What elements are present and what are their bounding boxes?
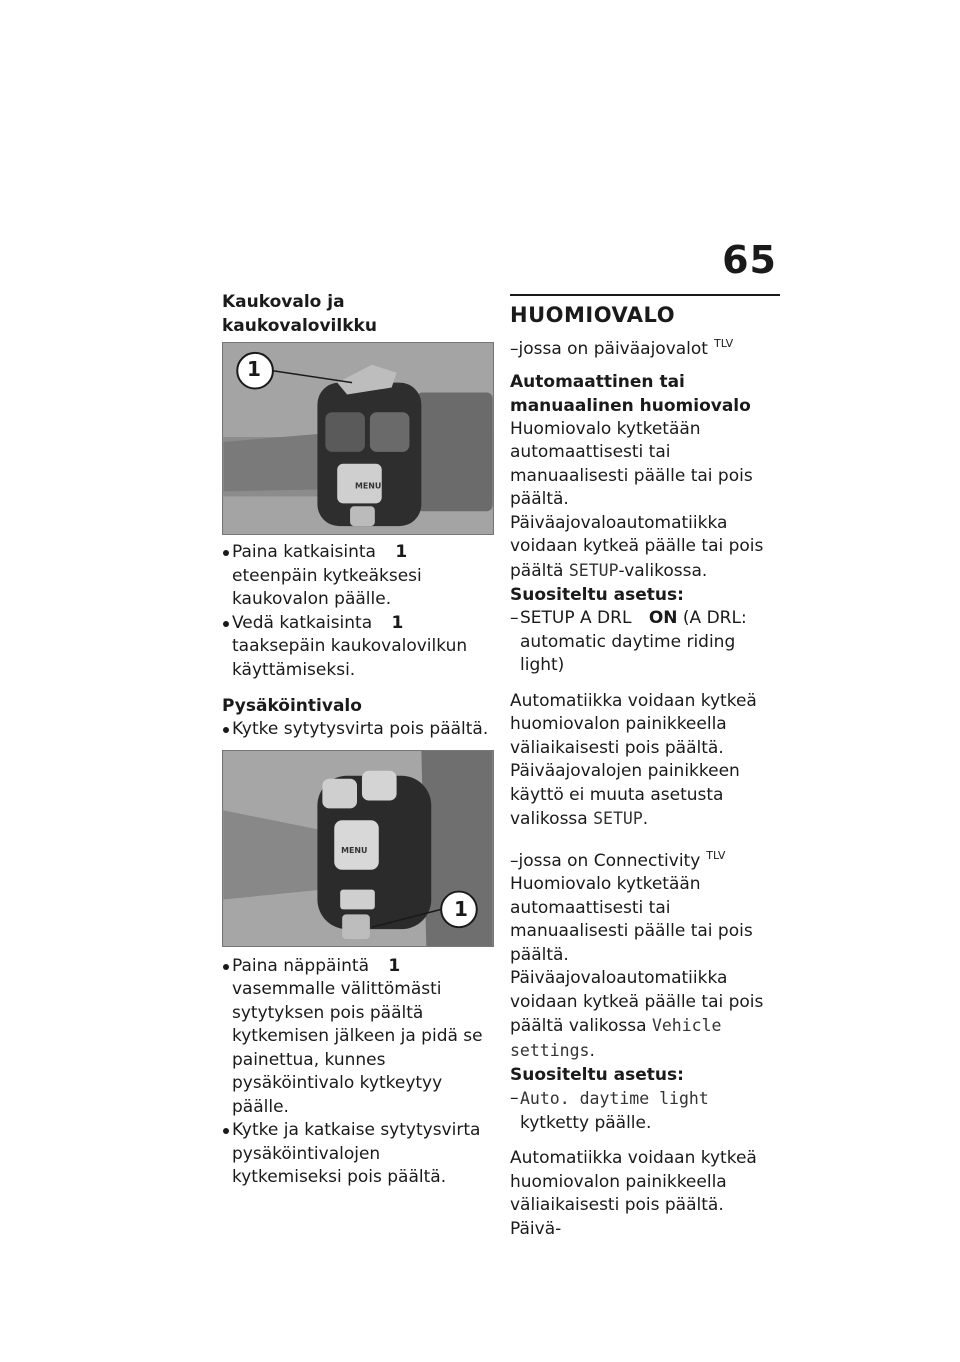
menu-label-2: MENU [341, 845, 368, 855]
heading-high-beam: Kaukovalo ja kaukovalovilkku [222, 292, 377, 336]
recommended-setting-2: – Auto. daytime light kytketty päälle. [510, 1088, 709, 1133]
left-column [222, 290, 494, 1190]
bullet-pull-switch: Vedä katkaisinta 1 taaksepäin kaukovalovilkun käyttämiseksi. [222, 612, 494, 683]
page-number: 65 [722, 238, 777, 282]
heading-parking-light: Pysäköintivalo [222, 696, 362, 716]
recommended-heading-2: Suositeltu asetus: [510, 1065, 684, 1085]
section-title: HUOMIOVALO [510, 303, 676, 327]
variant-connectivity: –jossa on Connectivity $^{TLV}$ [510, 848, 726, 871]
recommended-heading-1: Suositeltu asetus: [510, 585, 684, 605]
handlebar-switch-photo-2 [223, 751, 493, 946]
bullet-ignition-off: Kytke sytytysvirta pois päältä. [222, 718, 494, 742]
bullet-toggle-ignition: Kytke ja katkaise sytytysvirta pysäköintivalojen kytkemiseksi pois päältä. [222, 1119, 494, 1190]
photo-high-beam-switch [222, 342, 494, 535]
heading-auto-manual: Automaattinen tai manuaalinen huomiovalo [510, 371, 751, 416]
paragraph-conn-2: Päiväajovaloautomatiikka voidaan kytkeä päälle tai pois päältä valikossa Vehicle settings. [510, 968, 764, 1061]
handlebar-switch-photo-1 [223, 343, 493, 534]
section-rule [510, 294, 780, 296]
callout-number-1: 1 [247, 357, 261, 381]
paragraph-auto-2: Päiväajovaloautomatiikka voidaan kytkeä päälle tai pois päältä SETUP-valikossa. [510, 512, 764, 581]
photo-parking-switch [222, 750, 494, 947]
recommended-setting-1: – SETUP A DRL ON (A DRL: automatic daytime riding light) [510, 608, 747, 675]
paragraph-auto-1: Huomiovalo kytketään automaattisesti tai manuaalisesti päälle tai pois päältä. [510, 418, 753, 509]
menu-label-1: MENU [355, 481, 382, 491]
paragraph-override-1: Automatiikka voidaan kytkeä huomiovalon painikkeella väliaikaisesti pois päältä. Päiväajovalojen painikkeen käyttö ei muuta asetusta valikossa SETUP. [510, 690, 757, 829]
bullet-push-switch: Paina katkaisinta 1 eteenpäin kytkeäksesi kaukovalon päälle. [222, 541, 494, 612]
variant-drl: –jossa on päiväajovalot $^{TLV}$ [510, 337, 734, 359]
paragraph-conn-1: Huomiovalo kytketään automaattisesti tai manuaalisesti päälle tai pois päältä. [510, 874, 753, 965]
bullet-press-button: Paina näppäintä 1 vasemmalle välittömästi sytytyksen pois päältä kytkemisen jälkeen ja pidä se painettua, kunnes pysäköintivalo kytkeytyy päälle. [222, 955, 494, 1120]
callout-number-2: 1 [454, 896, 468, 921]
right-column [510, 290, 780, 1241]
paragraph-override-2: Automatiikka voidaan kytkeä huomiovalon painikkeella väliaikaisesti pois päältä. Päivä- [510, 1148, 757, 1239]
